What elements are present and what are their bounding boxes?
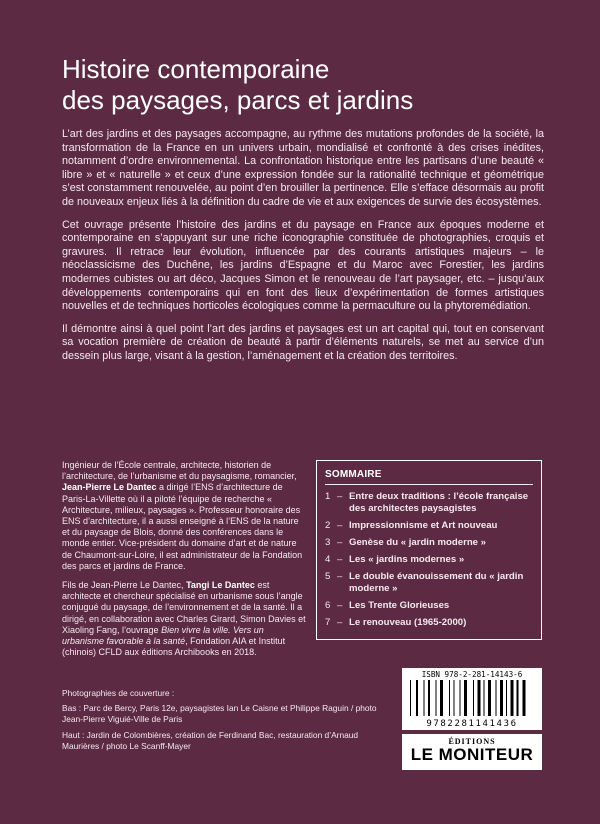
sommaire-item-number: 4 bbox=[325, 554, 331, 565]
barcode-bar bbox=[523, 680, 526, 716]
sommaire-item-text: Entre deux traditions : l’école française des architectes paysagistes bbox=[349, 491, 529, 514]
barcode-bar bbox=[440, 680, 443, 716]
table-of-contents bbox=[316, 460, 542, 640]
sommaire-item bbox=[325, 491, 533, 515]
book-reference: Bien vivre la ville. Vers un urbanisme favorable à la santé bbox=[62, 624, 264, 647]
sommaire-item-dash: – bbox=[337, 554, 343, 565]
publisher-logo bbox=[402, 734, 542, 770]
author-name-2: Tangi Le Dantec bbox=[186, 580, 255, 591]
sommaire-item bbox=[325, 520, 533, 532]
barcode bbox=[402, 668, 542, 730]
sommaire-item bbox=[325, 554, 533, 566]
sommaire-item-number: 5 bbox=[325, 571, 331, 582]
title-line-2: des paysages, parcs et jardins bbox=[62, 85, 414, 115]
sommaire-item-dash: – bbox=[337, 520, 343, 531]
barcode-bar bbox=[484, 680, 485, 716]
bio1-before: Ingénieur de l’École centrale, architecte, historien de l’architecture, de l’urbanisme et du paysagisme, romancier, bbox=[62, 460, 297, 482]
bio2-after: , Fondation AIA et Institut (chinois) CFLD aux éditions Archibooks en 2018. bbox=[62, 636, 286, 658]
barcode-bar bbox=[496, 680, 497, 716]
bio2-middle: est architecte et chercheur spécialisé en urbanisme sous l’angle conjugué du paysage, de l’environnement et de la santé. Il a dirigé, en collaboration avec Charles Girard, Simon Davies et Xiaoling Fang, l’ouvrage bbox=[62, 580, 306, 635]
sommaire-item-number: 3 bbox=[325, 537, 331, 548]
ean-number: 9782281141436 bbox=[426, 719, 518, 729]
credits-title: Photographies de couverture : bbox=[62, 688, 175, 698]
book-title bbox=[62, 54, 542, 116]
author-name-1: Jean-Pierre Le Dantec bbox=[62, 482, 157, 493]
barcode-bar bbox=[424, 680, 425, 716]
credit-haut: Haut : Jardin de Colombières, création de Ferdinand Bac, restauration d’Arnaud Maurières / photo Le Scanff-Mayer bbox=[62, 730, 359, 751]
sommaire-item-number: 2 bbox=[325, 520, 331, 531]
photo-credits bbox=[62, 688, 382, 757]
sommaire-list bbox=[325, 491, 533, 629]
sommaire-item-dash: – bbox=[337, 571, 343, 582]
sommaire-item-text: Impressionnisme et Art nouveau bbox=[349, 520, 498, 531]
isbn-text: ISBN 978-2-281-14143-6 bbox=[421, 670, 523, 679]
barcode-bar bbox=[500, 680, 503, 716]
sommaire-item-number: 1 bbox=[325, 491, 331, 502]
barcode-bar bbox=[464, 680, 467, 716]
publisher-small: ÉDITIONS bbox=[448, 737, 496, 746]
barcode-bars bbox=[410, 680, 534, 716]
barcode-bar bbox=[428, 680, 430, 716]
barcode-bar bbox=[454, 680, 455, 716]
publisher-name: LE MONITEUR bbox=[410, 745, 534, 764]
sommaire-item-number: 6 bbox=[325, 600, 331, 611]
intro-paragraph-2: Cet ouvrage présente l’histoire des jardins et du paysage en France aux époques moderne et contemporaine en s’appuyant sur une riche iconographie constituée de photographies, croquis et gravures. Il retrace leur évolution, influencée par des courants artistiques majeurs – le néoclassicisme des Duchêne, les jardins d’Espagne et du Maroc avec Forestier, les jardins modernes cubistes ou art déco, Jacques Simon et le renouveau de l’art paysager, etc. – jusqu’aux développements contemporains qui en font des lieux d’expérimentation de formes artistiques nouvelles et de techniques horticoles écologiques comme la permaculture ou la phytoremédiation. bbox=[62, 218, 544, 313]
sommaire-item bbox=[325, 571, 533, 595]
sommaire-item-text: Le double évanouissement du « jardin moderne » bbox=[349, 571, 524, 594]
barcode-bar bbox=[473, 680, 474, 716]
barcode-bar bbox=[511, 680, 514, 716]
sommaire-item-text: Le renouveau (1965-2000) bbox=[349, 617, 467, 628]
intro-text bbox=[62, 128, 544, 373]
bio1-after: a dirigé l’ENS d’architecture de Paris-La-Villette où il a piloté l’équipe de recherche « Architecture, milieux, paysages ». Professeur honoraire des ENS d’architecture, il a aussi enseigné à l’ENS de la nature et du paysage de Blois, donné des conférences dans le monde entier. Vice-président du domaine d’art et de nature de Chaumont-sur-Loire, il est administrateur de la Fondation des parcs et jardins de France. bbox=[62, 482, 303, 571]
barcode-bar bbox=[410, 680, 411, 716]
author-bios bbox=[62, 460, 306, 666]
bio2-before: Fils de Jean-Pierre Le Dantec, bbox=[62, 580, 187, 591]
barcode-bar bbox=[460, 680, 461, 716]
sommaire-item bbox=[325, 600, 533, 612]
barcode-bar bbox=[449, 680, 450, 716]
bio-jean-pierre bbox=[62, 460, 306, 572]
title-line-1: Histoire contemporaine bbox=[62, 54, 330, 84]
barcode-bar bbox=[436, 680, 437, 716]
sommaire-item-dash: – bbox=[337, 617, 343, 628]
sommaire-item bbox=[325, 537, 533, 549]
barcode-bar bbox=[488, 680, 491, 716]
sommaire-item-dash: – bbox=[337, 491, 343, 502]
sommaire-item-text: Les Trente Glorieuses bbox=[349, 600, 450, 611]
sommaire-item-number: 7 bbox=[325, 617, 331, 628]
sommaire-item-dash: – bbox=[337, 600, 343, 611]
sommaire-heading: SOMMAIRE bbox=[325, 469, 382, 480]
barcode-bar bbox=[506, 680, 507, 716]
sommaire-item-text: Genèse du « jardin moderne » bbox=[349, 537, 487, 548]
barcode-bar bbox=[478, 680, 481, 716]
barcode-bar bbox=[517, 680, 519, 716]
sommaire-item-dash: – bbox=[337, 537, 343, 548]
sommaire-divider bbox=[325, 484, 533, 485]
intro-paragraph-1: L’art des jardins et des paysages accompagne, au rythme des mutations profondes de la société, la transformation de la France en un univers urbain, mondialisé et confronté à des crises inédites, notamment d’ordre environnemental. La confrontation historique entre les partisans d’une beauté « libre » et « naturelle » et ceux d’une expression fondée sur la rationalité technique et géométrique s’est constamment renouvelée, au point d’en brouiller la pertinence. Elle s’efface désormais au profit de nouveaux enjeux liés à la définition du cadre de vie et aux exigences de survie des écosystèmes. bbox=[62, 128, 544, 208]
intro-paragraph-3: Il démontre ainsi à quel point l’art des jardins et paysages est un art capital qui, tout en conservant sa vocation première de création de beauté à partir d’éléments naturels, se met au service d’un dessein plus large, visant à la gestion, l’aménagement et la création des territoires. bbox=[62, 322, 544, 362]
sommaire-item-text: Les « jardins modernes » bbox=[349, 554, 465, 565]
barcode-bar bbox=[416, 680, 418, 716]
credit-bas: Bas : Parc de Bercy, Paris 12e, paysagistes Ian Le Caisne et Philippe Raguin / photo Jean-Pierre Viguié-Ville de Paris bbox=[62, 703, 377, 724]
sommaire-item bbox=[325, 617, 533, 629]
bio-tangi bbox=[62, 580, 306, 658]
